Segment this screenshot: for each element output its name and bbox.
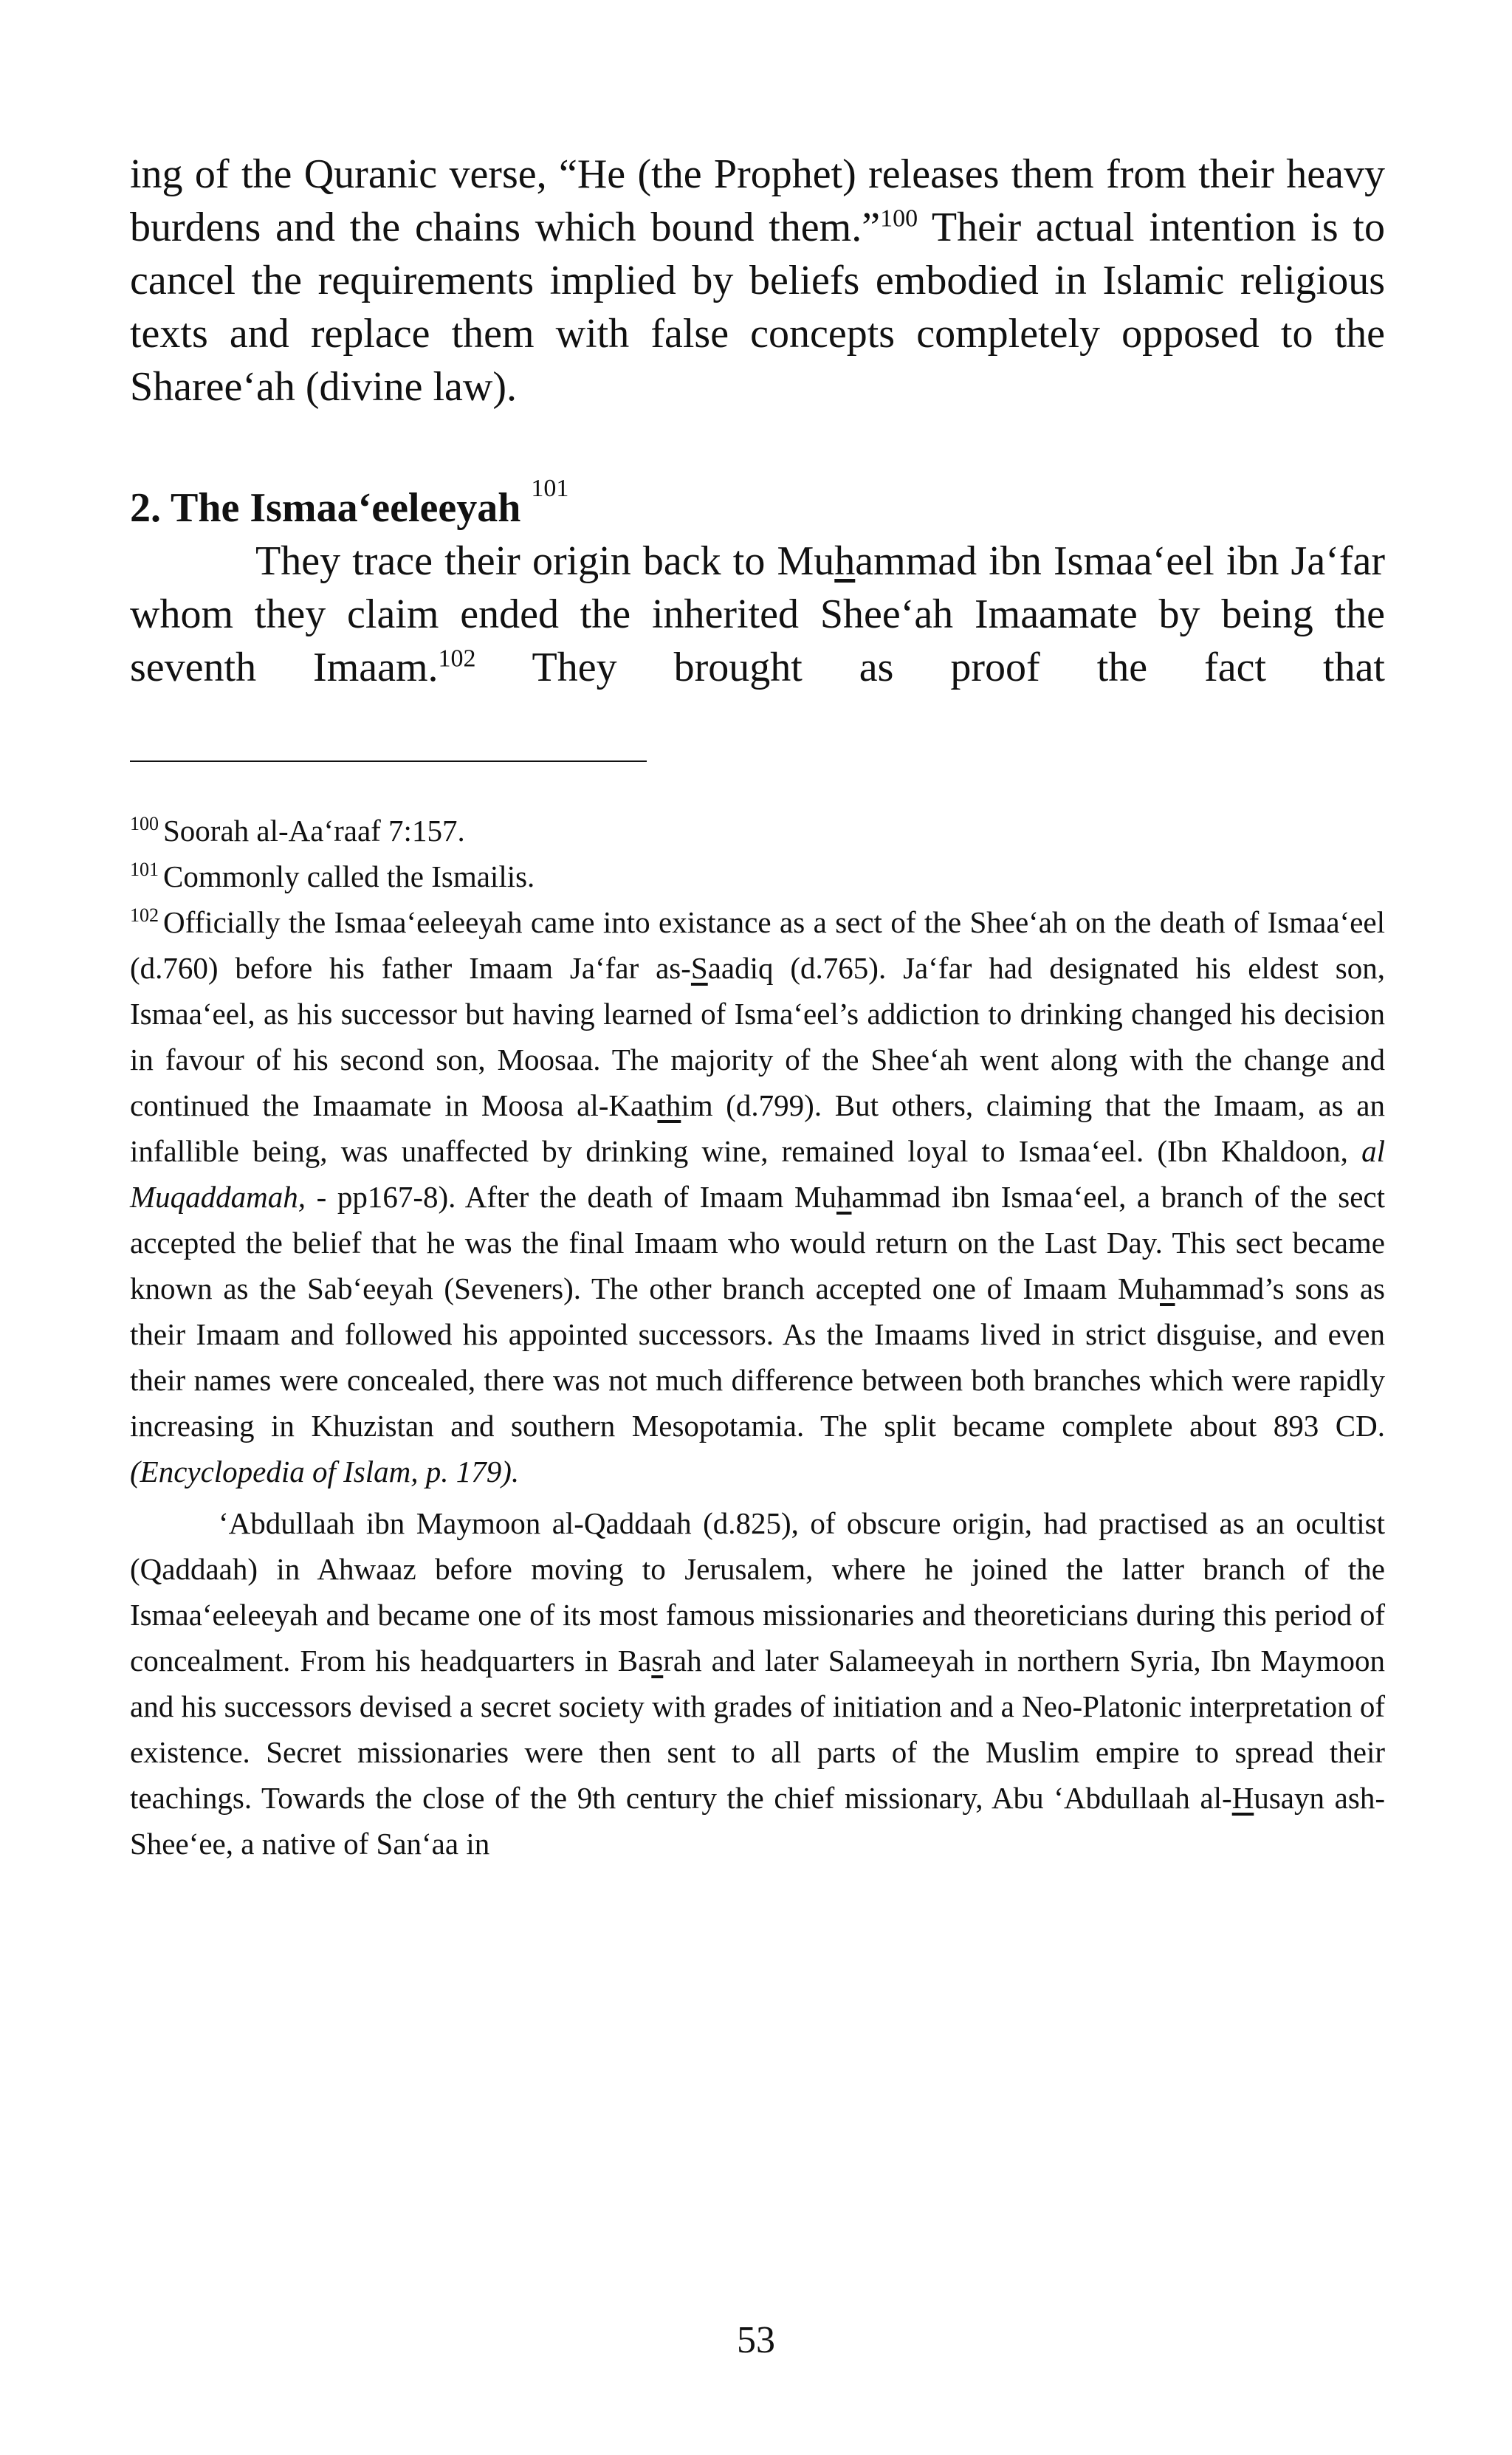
page-number: 53 <box>737 2319 775 2361</box>
page-content <box>130 148 1385 1867</box>
footnote-102-p2-text-a: ‘Abdullaah ibn Maymoon al-Qaddaah (d.825), of obscure origin, had practised as an ocultist (Qaddaah) in Ahwaaz before moving to Jerusalem, where he joined the latter branch of the Ismaa‘eeleeyah and became one of its most famous missionaries and theoreticians during this period of concealment. From his headquarters in Ba <box>130 1506 1385 1678</box>
footnote-102-underlined-1: S <box>690 951 708 985</box>
footnote-102-text-d: - pp167-8). After the death of Imaam Mu <box>306 1180 836 1214</box>
footnote-102-p2-underlined-2: H <box>1231 1781 1254 1815</box>
footnote-102-text-b: aadiq (d.765). Ja‘far had designated his eldest son, Ismaa‘eel, as his successor but having learned of Isma‘eel’s addiction to drinking changed his decision in favour of his second son, Moosaa. The majority of the Shee‘ah went along with the change and continued the Imaamate in Moosa al-Kaa <box>130 951 1385 1122</box>
footnote-102-underlined-2: th <box>657 1088 681 1122</box>
footnote-ref-100: 100 <box>880 205 918 233</box>
footnote-100-text: Soorah al-Aa‘raaf 7:157. <box>163 814 465 848</box>
footnote-102-number: 102 <box>130 904 159 927</box>
footnote-102-p2-text-b: rah and later Salameeyah in northern Syria, Ibn Maymoon and his successors devised a secret society with grades of initiation and a Neo-Platonic interpretation of existence. Secret missionaries were then sent to all parts of the Muslim empire to spread their teachings. Towards the close of the 9th century the chief missionary, Abu ‘Abdullaah al- <box>130 1644 1385 1815</box>
paragraph-2-text-c: They brought as proof the fact that <box>475 645 1385 690</box>
paragraph-2 <box>130 535 1385 694</box>
footnote-102-text-a: Officially the Ismaa‘eeleeyah came into existance as a sect of the Shee‘ah on the death of Ismaa‘eel (d.760) before his father Imaam Ja‘far as- <box>130 905 1385 985</box>
paragraph-1-text-a: ing of the Quranic verse, “He (the Prophet) releases them from their heavy burdens and the chains which bound them.” <box>130 151 1385 250</box>
paragraph-1-text-b: Their actual intention is to cancel the requirements implied by beliefs embodied in Islamic religious texts and replace them with false concepts completely opposed to the Sharee‘ah (divine law). <box>130 205 1385 410</box>
footnote-102-text-f: ammad’s sons as their Imaam and followed his appointed successors. As the Imaams lived in strict disguise, and even their names were concealed, there was not much difference between both branches which were rapidly increasing in Khuzistan and southern Mesopotamia. The split became complete about 893 CD. <box>130 1271 1386 1443</box>
paragraph-2-underlined-1: h <box>834 538 856 584</box>
footnote-101-text: Commonly called the Ismailis. <box>163 859 535 893</box>
paragraph-2-text-b: ammad ibn Ismaa‘eel ibn Ja‘far whom they claim ended the inherited Shee‘ah Imaamate by being the seventh Imaam. <box>130 538 1385 690</box>
footnote-102-italic-2: (Encyclopedia of Islam, p. 179). <box>130 1455 520 1489</box>
footnote-102-p2-underlined-1: s <box>651 1644 664 1678</box>
footnote-100 <box>130 808 1385 854</box>
footnote-ref-101: 101 <box>531 475 569 503</box>
footnote-ref-102: 102 <box>438 645 476 673</box>
section-heading <box>130 475 1385 535</box>
footnote-102-italic-1: al Muqaddamah, <box>130 1134 1385 1214</box>
footnote-102-text-c: im (d.799). But others, claiming that the Imaam, as an infallible being, was unaffected by drinking wine, remained loyal to Ismaa‘eel. (Ibn Khaldoon, <box>130 1088 1385 1168</box>
footnote-101-number: 101 <box>130 859 159 881</box>
footnote-101 <box>130 854 1385 899</box>
footnotes <box>130 808 1385 1867</box>
footnote-102-paragraph-2 <box>130 1500 1385 1867</box>
footnote-100-number: 100 <box>130 813 159 835</box>
footnote-102-p2-text-c: usayn ash-Shee‘ee, a native of San‘aa in <box>130 1781 1385 1861</box>
paragraph-1 <box>130 148 1385 413</box>
section-heading-text: 2. The Ismaa‘eeleeyah <box>130 485 521 531</box>
footnote-102-text-e: ammad ibn Ismaa‘eel, a branch of the sect accepted the belief that he was the final Imaam who would return on the Last Day. This sect became known as the Sab‘eeyah (Seveners). The other branch accepted one of Imaam Mu <box>130 1180 1385 1305</box>
footnote-102-underlined-3: h <box>836 1180 852 1214</box>
main-text <box>130 148 1385 694</box>
footnote-102-underlined-4: h <box>1160 1271 1175 1305</box>
footnote-102 <box>130 899 1385 1494</box>
footnote-separator <box>130 760 647 762</box>
paragraph-2-text-a: They trace their origin back to Mu <box>255 538 835 584</box>
